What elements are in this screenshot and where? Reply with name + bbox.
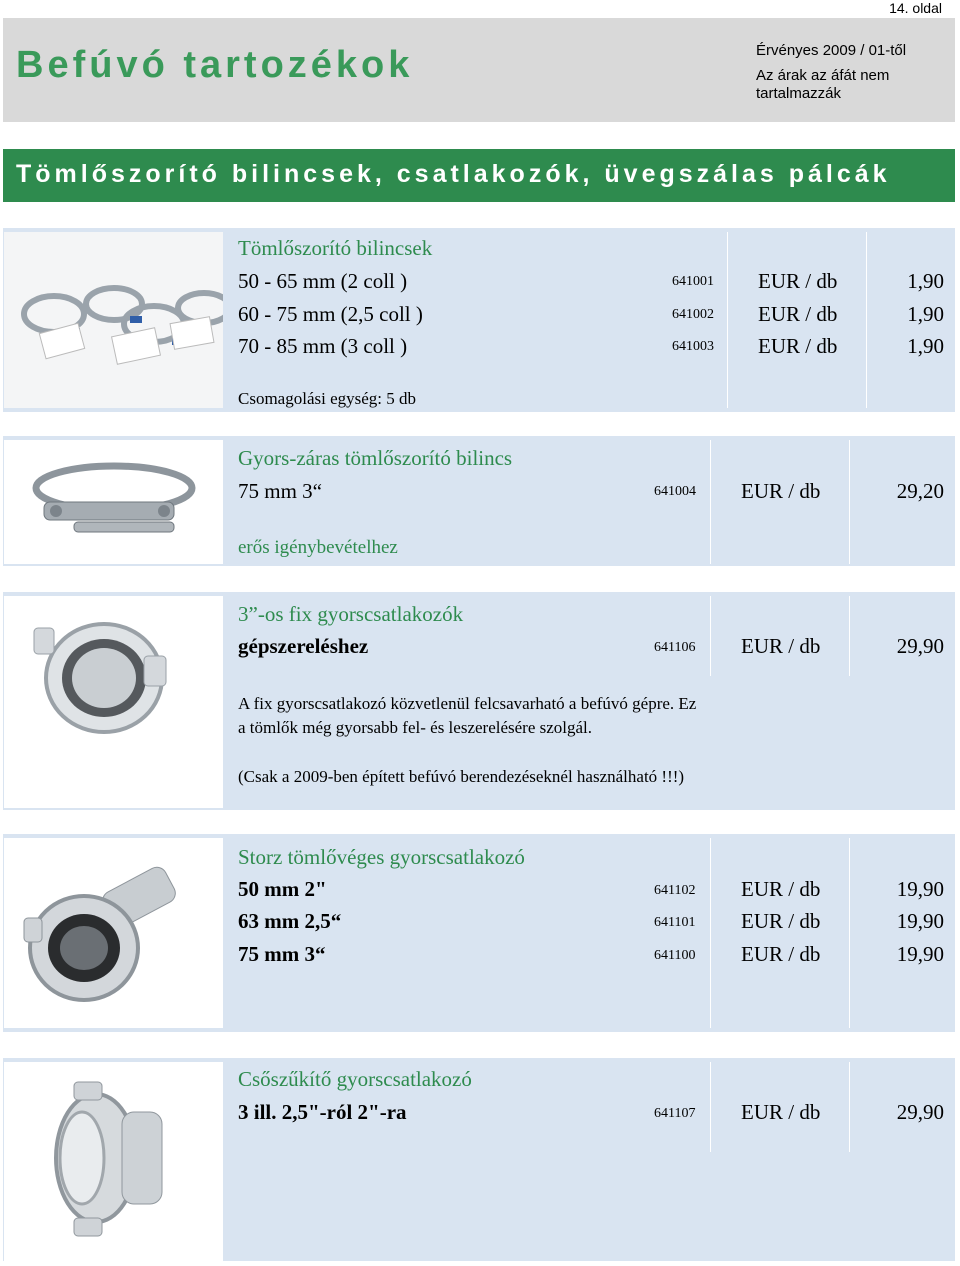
price: 1,90 bbox=[907, 302, 944, 326]
product-code: 641106 bbox=[654, 640, 696, 655]
price-unit: EUR / db bbox=[741, 1100, 821, 1124]
vat-note: Az árak az áfát nem tartalmazzák bbox=[756, 67, 890, 102]
quick-clamp-image bbox=[4, 440, 223, 564]
price: 19,90 bbox=[896, 877, 944, 901]
product-code: 641001 bbox=[672, 274, 714, 289]
price: 29,90 bbox=[896, 1100, 944, 1124]
divider bbox=[710, 1062, 711, 1152]
price-unit: EUR / db bbox=[741, 877, 821, 901]
product-code: 641002 bbox=[672, 307, 714, 322]
row-description: 75 mm 3“ bbox=[238, 479, 322, 503]
section-title: Gyors-záras tömlőszorító bilincs bbox=[238, 446, 513, 470]
price-unit: EUR / db bbox=[758, 334, 838, 358]
description-text: A fix gyorscsatlakozó közvetlenül felcsavarható a befúvó gépre. Ez a tömlők még gyorsabb fel- és leszerelésére szolgál. bbox=[238, 694, 697, 737]
quick-clamp-icon bbox=[4, 440, 223, 564]
price: 19,90 bbox=[896, 942, 944, 966]
product-code: 641107 bbox=[654, 1106, 696, 1121]
product-code: 641004 bbox=[654, 484, 696, 499]
price-unit: EUR / db bbox=[741, 942, 821, 966]
row-description: 60 - 75 mm (2,5 coll ) bbox=[238, 302, 423, 326]
product-code: 641102 bbox=[654, 883, 696, 898]
price: 29,20 bbox=[896, 479, 944, 503]
price-unit: EUR / db bbox=[758, 302, 838, 326]
price-unit: EUR / db bbox=[741, 634, 821, 658]
divider bbox=[727, 232, 728, 408]
packaging-note: Csomagolási egység: 5 db bbox=[238, 389, 417, 408]
page-number: 14. oldal bbox=[889, 0, 942, 16]
price-unit: EUR / db bbox=[741, 909, 821, 933]
product-code: 641101 bbox=[654, 915, 696, 930]
price-unit: EUR / db bbox=[741, 479, 821, 503]
reducer-coupling-image bbox=[4, 1062, 223, 1262]
divider bbox=[849, 1062, 850, 1152]
section-title: Tömlőszorító bilincsek bbox=[238, 236, 433, 260]
divider bbox=[710, 838, 711, 1028]
row-description: 50 - 65 mm (2 coll ) bbox=[238, 269, 408, 293]
price: 1,90 bbox=[907, 269, 944, 293]
divider bbox=[710, 596, 711, 676]
fixed-coupling-icon bbox=[4, 596, 223, 808]
page-title: Befúvó tartozékok bbox=[16, 44, 414, 86]
divider bbox=[866, 232, 867, 408]
valid-from: Érvényes 2009 / 01-től bbox=[756, 42, 907, 59]
usage-note: erős igénybevételhez bbox=[238, 537, 398, 558]
description-text: (Csak a 2009-ben épített befúvó berendezéseknél használható !!!) bbox=[238, 767, 685, 786]
row-description: 50 mm 2" bbox=[238, 877, 327, 901]
hose-clamps-icon bbox=[4, 232, 223, 408]
divider bbox=[849, 838, 850, 1028]
section-title: 3”-os fix gyorscsatlakozók bbox=[238, 602, 464, 626]
divider bbox=[710, 440, 711, 564]
row-description: 3 ill. 2,5"-ról 2"-ra bbox=[238, 1100, 407, 1124]
banner-title: Tömlőszorító bilincsek, csatlakozók, üvegszálas pálcák bbox=[16, 160, 891, 188]
section-title: Csőszűkítő gyorscsatlakozó bbox=[238, 1067, 472, 1091]
product-code: 641100 bbox=[654, 948, 696, 963]
price: 29,90 bbox=[896, 634, 944, 658]
divider bbox=[849, 440, 850, 564]
product-code: 641003 bbox=[672, 339, 714, 354]
price-unit: EUR / db bbox=[758, 269, 838, 293]
fixed-coupling-image bbox=[4, 596, 223, 808]
row-description: gépszereléshez bbox=[238, 634, 369, 658]
reducer-coupling-icon bbox=[4, 1062, 223, 1262]
storz-coupling-image bbox=[4, 838, 223, 1028]
section-title: Storz tömlővéges gyorscsatlakozó bbox=[238, 845, 525, 869]
price: 1,90 bbox=[907, 334, 944, 358]
price: 19,90 bbox=[896, 909, 944, 933]
storz-coupling-icon bbox=[4, 838, 223, 1028]
row-description: 63 mm 2,5“ bbox=[238, 909, 342, 933]
row-description: 70 - 85 mm (3 coll ) bbox=[238, 334, 408, 358]
divider bbox=[849, 596, 850, 676]
row-description: 75 mm 3“ bbox=[238, 942, 326, 966]
hose-clamps-image bbox=[4, 232, 223, 408]
